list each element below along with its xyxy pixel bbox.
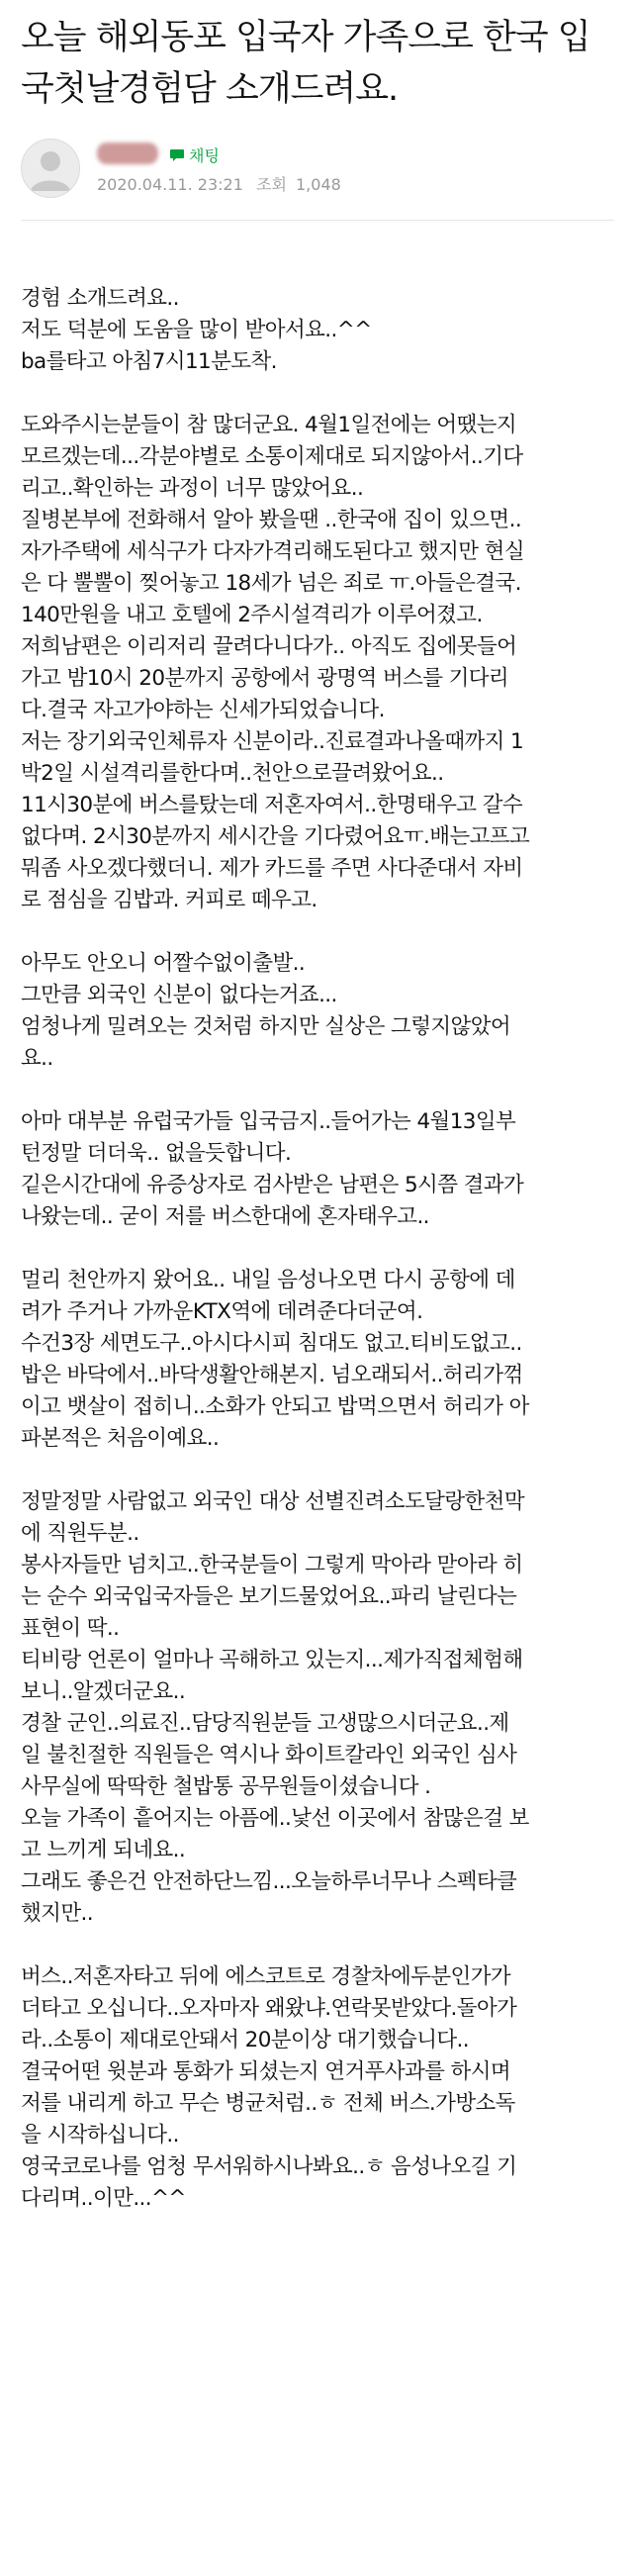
chat-icon	[169, 146, 185, 162]
body-line: 사무실에 딱딱한 철밥통 공무원들이셨습니다 .	[21, 1774, 431, 1799]
body-line: 일 불친절한 직원들은 역시나 화이트칼라인 외국인 심사	[21, 1743, 517, 1767]
default-profile-icon	[22, 140, 79, 197]
body-line: 고 느끼게 되네요..	[21, 1838, 186, 1862]
avatar[interactable]	[21, 139, 80, 198]
body-line: 저를 내리게 하고 무슨 병균처럼..ㅎ 전체 버스.가방소독	[21, 2091, 515, 2116]
body-line: ba를타고 아침7시11분도착.	[21, 349, 277, 374]
chat-button[interactable]	[169, 142, 220, 167]
body-line: 그만큼 외국인 신분이 없다는거죠...	[21, 983, 337, 1007]
body-line: 결국어떤 윗분과 통화가 되셨는지 연거푸사과를 하시며	[21, 2059, 511, 2084]
body-line: 뭐좀 사오겠다했더니. 제가 카드를 주면 사다준대서 자비	[21, 856, 523, 881]
body-line: 다.결국 자고가야하는 신세가되었습니다.	[21, 698, 385, 722]
body-line: 로 점심을 김밥과. 커피로 떼우고.	[21, 888, 317, 912]
views-label: 조회	[255, 175, 287, 194]
body-line: 봉사자들만 넘치고..한국분들이 그렇게 막아라 맏아라 히	[21, 1553, 523, 1577]
body-paragraph	[21, 283, 614, 378]
post-meta	[97, 172, 349, 195]
body-line: 경찰 군인..의료진..담당직원분들 고생많으시더군요..제	[21, 1711, 509, 1736]
post-date: 2020.04.11. 23:21	[97, 175, 243, 194]
body-line: 은 다 뿔뿔이 찢어놓고 18세가 넘은 죄로 ㅠ.아들은결국.	[21, 571, 521, 596]
views-count: 1,048	[296, 175, 341, 194]
divider	[21, 220, 614, 221]
body-line: 아무도 안오니 어짤수없이출발..	[21, 951, 306, 976]
body-line: 저도 덕분에 도움을 많이 받아서요..^^	[21, 318, 372, 342]
body-line: 파본적은 처음이예요..	[21, 1426, 220, 1451]
body-line: 했지만..	[21, 1901, 93, 1926]
post-body	[21, 283, 614, 2246]
chat-label: 채팅	[189, 145, 220, 165]
body-line: 을 시작하십니다..	[21, 2123, 179, 2147]
body-line: 오늘 가족이 흩어지는 아픔에..낯선 이곳에서 참많은걸 보	[21, 1806, 529, 1831]
body-paragraph	[21, 948, 614, 1075]
body-line: 도와주시는분들이 참 많더군요. 4월1일전에는 어땠는지	[21, 413, 517, 437]
body-paragraph	[21, 1486, 614, 1930]
body-line: 요..	[21, 1046, 53, 1071]
body-line: 티비랑 언론이 얼마나 곡해하고 있는지...제가직접체험해	[21, 1648, 523, 1672]
author-row	[21, 139, 614, 198]
body-line: 경험 소개드려요..	[21, 286, 179, 311]
body-line: 140만원을 내고 호텔에 2주시설격리가 이루어졌고.	[21, 603, 483, 627]
body-line: 질병본부에 전화해서 알아 봤을땐 ..한국애 집이 있으면..	[21, 508, 522, 532]
body-line: 멀리 천안까지 왔어요.. 내일 음성나오면 다시 공항에 데	[21, 1268, 515, 1292]
body-line: 정말정말 사람없고 외국인 대상 선별진려소도달랑한천막	[21, 1489, 524, 1514]
body-paragraph	[21, 1265, 614, 1455]
body-line: 밥은 바닥에서..바닥생활안해본지. 넘오래되서..허리가꺾	[21, 1363, 523, 1387]
body-line: 다리며..이만...^^	[21, 2186, 186, 2211]
body-line: 리고..확인하는 과정이 너무 많았어요..	[21, 476, 364, 501]
body-line: 수건3장 세면도구..아시다시피 침대도 없고.티비도없고..	[21, 1331, 522, 1356]
body-line: 라..소통이 제대로안돼서 20분이상 대기했습니다..	[21, 2028, 470, 2052]
body-line: 박2일 시설격리를한다며..천안으로끌려왔어요..	[21, 761, 444, 786]
body-paragraph	[21, 410, 614, 916]
body-line: 그래도 좋은건 안전하단느낌...오늘하루너무나 스펙타클	[21, 1869, 517, 1894]
body-line: 는 순수 외국입국자들은 보기드물었어요..파리 날린다는	[21, 1584, 517, 1609]
body-line: 턴정말 더더욱.. 없을듯합니다.	[21, 1141, 292, 1166]
body-line: 없다며. 2시30분까지 세시간을 기다렸어요ㅠ.배는고프고	[21, 824, 530, 849]
body-line: 아마 대부분 유럽국가들 입국금지..들어가는 4월13일부	[21, 1109, 516, 1134]
body-line: 나왔는데.. 굳이 저를 버스한대에 혼자태우고..	[21, 1204, 429, 1229]
post-title: 오늘 해외동포 입국자 가족으로 한국 입 국첫날경험담 소개드려요.	[21, 18, 590, 109]
body-line: 에 직원두분..	[21, 1521, 139, 1546]
body-line: 버스..저혼자타고 뒤에 에스코트로 경찰차에두분인가가	[21, 1964, 511, 1989]
body-line: 표현이 딱..	[21, 1616, 120, 1641]
body-paragraph	[21, 1961, 614, 2215]
body-line: 가고 밤10시 20분까지 공항에서 광명역 버스를 기다리	[21, 666, 509, 691]
body-line: 엄청나게 밀려오는 것처럼 하지만 실상은 그렇지않았어	[21, 1014, 511, 1039]
body-line: 11시30분에 버스를탔는데 저혼자여서..한명태우고 갈수	[21, 793, 523, 817]
body-paragraph	[21, 1106, 614, 1233]
body-line: 보니..알겠더군요..	[21, 1679, 186, 1704]
body-line: 모르겠는데...각분야별로 소통이제대로 되지않아서..기다	[21, 444, 523, 469]
body-line: 이고 뱃살이 접히니..소화가 안되고 밥먹으면서 허리가 아	[21, 1394, 529, 1419]
body-line: 려가 주거나 가까운KTX역에 데려준다더군여.	[21, 1299, 423, 1324]
body-line: 더타고 오십니다..오자마자 왜왔냐.연락못받았다.돌아가	[21, 1996, 517, 2021]
author-name-redacted[interactable]	[97, 143, 158, 164]
body-line: 깉은시간대에 유증상자로 검사받은 남편은 5시쯤 결과가	[21, 1173, 524, 1197]
body-line: 영국코로나를 엄청 무서워하시나봐요..ㅎ 음성나오길 기	[21, 2154, 517, 2179]
body-line: 자가주택에 세식구가 다자가격리해도된다고 했지만 현실	[21, 539, 524, 564]
body-line: 저는 장기외국인체류자 신분이라..진료결과나올때까지 1	[21, 729, 524, 754]
body-line: 저희남편은 이리저리 끌려다니다가.. 아직도 집에못들어	[21, 634, 517, 659]
